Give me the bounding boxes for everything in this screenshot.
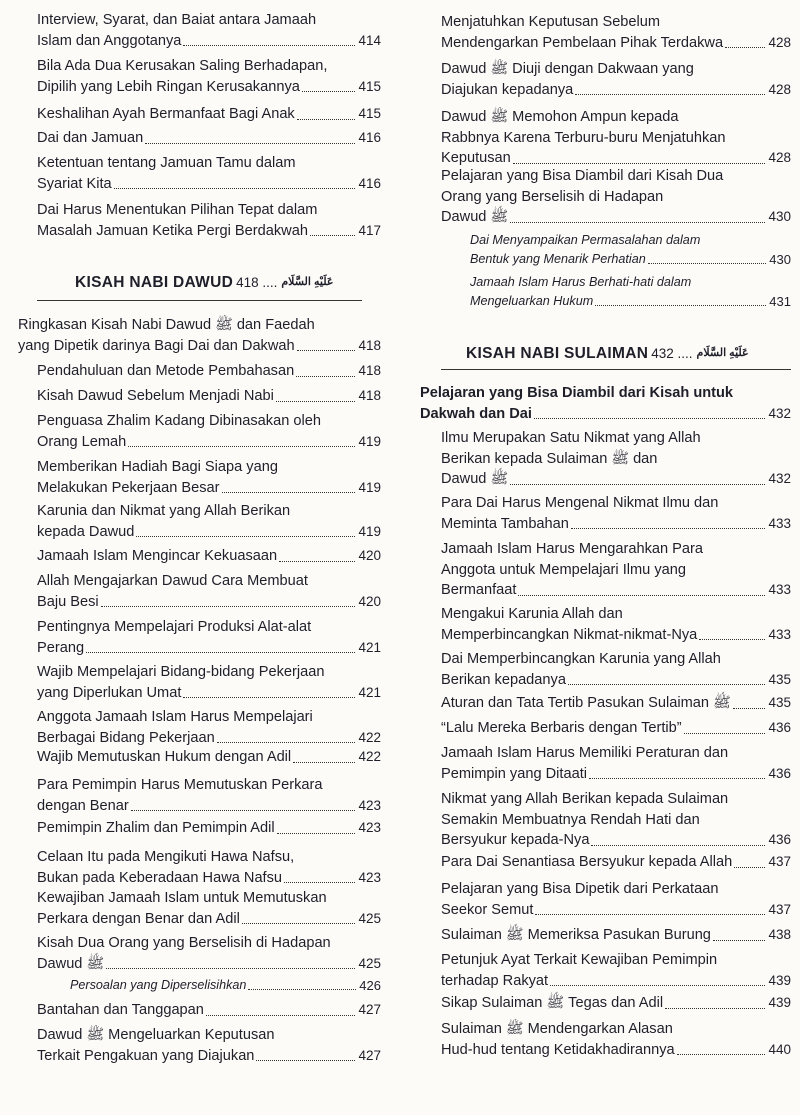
entry-line: Para Dai Harus Mengenal Nikmat Ilmu dan <box>441 495 719 511</box>
entry-line: Berikan kepadanya <box>441 671 566 688</box>
page-number: 423 <box>358 820 381 835</box>
entry-line: Wajib Mempelajari Bidang-bidang Pekerjaan <box>37 664 325 680</box>
entry-line: Diajukan kepadanya <box>441 81 574 98</box>
leader-dots <box>535 914 765 915</box>
honorific-glyph: عَلَيْهِ السَّلَام <box>696 347 749 359</box>
leader-dots <box>101 606 356 607</box>
toc-entry[interactable] <box>37 457 381 498</box>
entry-line: Bersyukur kepada-Nya <box>441 832 590 848</box>
entry-line: Orang yang Berselisih di Hadapan <box>441 188 664 205</box>
leader-dots <box>591 845 765 846</box>
leader-dots <box>713 940 766 941</box>
leader-dots <box>242 923 356 924</box>
section-rule <box>441 369 791 370</box>
toc-entry[interactable] <box>37 1000 381 1021</box>
entry-line: Berbagai Bidang Pekerjaan <box>37 729 215 746</box>
leader-dots <box>297 119 356 120</box>
entry-line: Kisah Dawud Sebelum Menjadi Nabi <box>37 388 274 404</box>
leader-dots <box>310 235 356 236</box>
toc-subentry[interactable] <box>470 273 791 311</box>
entry-line: Semakin Membuatnya Rendah Hati dan <box>441 811 700 828</box>
leader-dots <box>284 882 355 883</box>
entry-line: Rabbnya Karena Terburu-buru Menjatuhkan <box>441 129 726 146</box>
entry-line: Pelajaran yang Bisa Diambil dari Kisah untuk <box>420 385 734 401</box>
toc-entry[interactable] <box>441 879 791 920</box>
entry-line: Sulaiman ﷺ Memeriksa Pasukan Burung <box>441 927 711 943</box>
toc-entry[interactable] <box>37 104 381 125</box>
leader-dots <box>293 762 355 763</box>
section-heading-dawud <box>75 274 337 292</box>
entry-line: Allah Mengajarkan Dawud Cara Membuat <box>37 573 308 589</box>
toc-entry[interactable] <box>441 107 791 169</box>
entry-line: Menjatuhkan Keputusan Sebelum <box>441 14 661 30</box>
entry-line: Meminta Tambahan <box>441 515 569 532</box>
entry-line: Bentuk yang Menarik Perhatian <box>470 252 646 266</box>
toc-entry[interactable] <box>441 950 791 991</box>
leader-dots <box>589 778 765 779</box>
toc-entry[interactable] <box>441 166 791 228</box>
toc-entry[interactable] <box>37 847 381 888</box>
leader-dots <box>725 47 765 48</box>
toc-entry[interactable] <box>37 386 381 407</box>
leader-dots <box>699 639 765 640</box>
leader-dots <box>510 222 765 223</box>
leader-dots <box>136 536 355 537</box>
page-number: 425 <box>358 955 381 971</box>
toc-entry[interactable] <box>37 933 381 974</box>
entry-line: Mendengarkan Pembelaan Pihak Terdakwa <box>441 34 724 51</box>
entry-line: Bila Ada Dua Kerusakan Saling Berhadapan, <box>37 58 328 74</box>
section-page-number: .... 418 <box>236 275 278 290</box>
toc-entry[interactable] <box>441 993 791 1014</box>
page-number: 418 <box>358 388 381 403</box>
page-number: 436 <box>768 765 791 781</box>
entry-line: Pemimpin yang Ditaati <box>441 765 588 782</box>
leader-dots <box>222 492 356 493</box>
toc-entry[interactable] <box>37 56 381 97</box>
page-number: 419 <box>358 433 381 449</box>
entry-line: Ilmu Merupakan Satu Nikmat yang Allah <box>441 430 701 446</box>
leader-dots <box>145 143 355 144</box>
toc-entry[interactable] <box>37 501 381 542</box>
entry-line: Orang Lemah <box>37 433 127 450</box>
entry-line: Keshalihan Ayah Bermanfaat Bagi Anak <box>37 106 295 122</box>
toc-entry[interactable] <box>441 852 791 873</box>
page-number: 422 <box>358 749 381 764</box>
page-number: 427 <box>358 1047 381 1063</box>
page-number: 438 <box>768 927 791 942</box>
page-number: 428 <box>768 150 791 165</box>
entry-line: Hud-hud tentang Ketidakhadirannya <box>441 1041 675 1058</box>
page-number: 418 <box>358 363 381 378</box>
entry-line: Syariat Kita <box>37 175 112 192</box>
toc-entry[interactable] <box>37 571 381 612</box>
page-number: 439 <box>768 995 791 1010</box>
leader-dots <box>183 45 355 46</box>
leader-dots <box>534 418 766 419</box>
page-number: 432 <box>768 405 791 421</box>
entry-line: Bermanfaat <box>441 582 517 598</box>
page-number: 435 <box>768 695 791 710</box>
entry-line: Dawud ﷺ <box>441 209 509 225</box>
entry-line: Jamaah Islam Mengincar Kekuasaan <box>37 548 278 564</box>
entry-line: Mengakui Karunia Allah dan <box>441 606 623 622</box>
leader-dots <box>510 484 765 485</box>
entry-line: Ringkasan Kisah Nabi Dawud ﷺ dan Faedah <box>18 317 315 333</box>
entry-line: kepada Dawud <box>37 523 135 540</box>
leader-dots <box>733 708 766 709</box>
entry-line: Dawud ﷺ Diuji dengan Dakwaan yang <box>441 61 694 77</box>
leader-dots <box>217 742 356 743</box>
leader-dots <box>677 1054 766 1055</box>
entry-line: Dawud ﷺ Memohon Ampun kepada <box>441 109 679 125</box>
leader-dots <box>297 350 356 351</box>
toc-entry[interactable] <box>441 718 791 739</box>
entry-line: Baju Besi <box>37 593 99 610</box>
toc-entry[interactable] <box>37 128 381 149</box>
entry-line: Bantahan dan Tanggapan <box>37 1002 204 1018</box>
toc-entry[interactable] <box>420 383 791 424</box>
toc-entry[interactable] <box>18 315 381 356</box>
page-number: 421 <box>358 639 381 655</box>
toc-entry[interactable] <box>441 693 791 714</box>
entry-line: Dai dan Jamuan <box>37 130 144 146</box>
page-number: 418 <box>358 337 381 353</box>
entry-line: Dai Memperbincangkan Karunia yang Allah <box>441 651 721 667</box>
page-number: 420 <box>358 548 381 563</box>
entry-line: Melakukan Pekerjaan Besar <box>37 479 220 496</box>
page-number: 419 <box>358 523 381 539</box>
entry-line: Memberikan Hadiah Bagi Siapa yang <box>37 459 278 475</box>
leader-dots <box>665 1008 765 1009</box>
entry-line: Kisah Dua Orang yang Berselisih di Hadapan <box>37 935 331 951</box>
section-rule <box>37 300 362 301</box>
entry-line: Dawud ﷺ Mengeluarkan Keputusan <box>37 1027 275 1043</box>
page-number: 428 <box>768 81 791 97</box>
entry-line: Pelajaran yang Bisa Diambil dari Kisah Dua <box>441 168 724 184</box>
entry-line: “Lalu Mereka Berbaris dengan Tertib” <box>441 720 682 736</box>
toc-entry[interactable] <box>37 411 381 452</box>
entry-line: Wajib Memutuskan Hukum dengan Adil <box>37 749 292 765</box>
toc-entry[interactable] <box>37 361 381 382</box>
entry-line: Penguasa Zhalim Kadang Dibinasakan oleh <box>37 413 321 429</box>
honorific-glyph: عَلَيْهِ السَّلَام <box>281 276 334 288</box>
entry-line: Masalah Jamuan Ketika Pergi Berdakwah <box>37 222 308 239</box>
leader-dots <box>183 697 355 698</box>
page-number: 414 <box>358 32 381 48</box>
page-number: 431 <box>769 294 791 309</box>
leader-dots <box>106 968 355 969</box>
leader-dots <box>518 595 765 596</box>
entry-line: Celaan Itu pada Mengikuti Hawa Nafsu, <box>37 849 295 865</box>
entry-line: Perang <box>37 639 85 656</box>
section-heading-sulaiman <box>466 345 753 363</box>
entry-line: Kewajiban Jamaah Islam untuk Memutuskan <box>37 890 327 906</box>
page-number: 428 <box>768 34 791 50</box>
toc-entry[interactable] <box>441 649 791 690</box>
toc-entry[interactable] <box>441 493 791 534</box>
entry-line: yang Dipetik darinya Bagi Dai dan Dakwah <box>18 337 295 354</box>
page-number: 436 <box>768 832 791 847</box>
entry-line: Persoalan yang Diperselisihkan <box>70 978 247 992</box>
entry-line: Keputusan <box>441 150 511 166</box>
entry-line: Nikmat yang Allah Berikan kepada Sulaiman <box>441 791 729 807</box>
section-title: KISAH NABI DAWUD <box>75 274 234 291</box>
entry-line: Aturan dan Tata Tertib Pasukan Sulaiman ﷺ <box>441 695 731 711</box>
entry-line: Anggota Jamaah Islam Harus Mempelajari <box>37 709 313 725</box>
page-number: 432 <box>768 471 791 486</box>
page-number: 427 <box>358 1002 381 1017</box>
page-number: 430 <box>769 252 791 267</box>
page-number: 422 <box>358 729 381 745</box>
entry-line: Bukan pada Keberadaan Hawa Nafsu <box>37 869 283 886</box>
toc-entry[interactable] <box>37 747 381 768</box>
page-number: 421 <box>358 684 381 700</box>
page-number: 416 <box>358 130 381 145</box>
page-number: 417 <box>358 222 381 238</box>
toc-entry[interactable] <box>37 617 381 658</box>
page-number: 419 <box>358 479 381 495</box>
page-number: 433 <box>768 582 791 597</box>
leader-dots <box>595 305 766 306</box>
toc-entry[interactable] <box>37 775 381 816</box>
entry-line: Dai Harus Menentukan Pilihan Tepat dalam <box>37 202 318 218</box>
leader-dots <box>568 684 766 685</box>
toc-entry[interactable] <box>37 200 381 241</box>
toc-entry[interactable] <box>37 546 381 567</box>
leader-dots <box>206 1015 356 1016</box>
entry-line: Memperbincangkan Nikmat-nikmat-Nya <box>441 626 698 643</box>
entry-line: Anggota untuk Mempelajari Ilmu yang <box>441 561 686 578</box>
entry-line: Dai Menyampaikan Permasalahan dalam <box>470 233 701 247</box>
toc-entry[interactable] <box>37 153 381 194</box>
leader-dots <box>86 652 355 653</box>
entry-line: Berikan kepada Sulaiman ﷺ dan <box>441 450 658 467</box>
toc-subentry[interactable] <box>70 976 381 995</box>
entry-line: Pentingnya Mempelajari Produksi Alat-alat <box>37 619 312 635</box>
entry-line: Seekor Semut <box>441 901 534 918</box>
leader-dots <box>276 401 356 402</box>
toc-entry[interactable] <box>441 743 791 784</box>
page-number: 440 <box>768 1041 791 1057</box>
entry-line: Sikap Sulaiman ﷺ Tegas dan Adil <box>441 995 664 1011</box>
leader-dots <box>277 833 356 834</box>
page-number: 437 <box>768 901 791 917</box>
entry-line: Dipilih yang Lebih Ringan Kerusakannya <box>37 78 300 95</box>
page-number: 423 <box>358 869 381 885</box>
entry-line: Pelajaran yang Bisa Dipetik dari Perkataan <box>441 881 719 897</box>
page-number: 430 <box>768 209 791 224</box>
leader-dots <box>131 810 356 811</box>
entry-line: Petunjuk Ayat Terkait Kewajiban Pemimpin <box>441 952 718 968</box>
leader-dots <box>302 91 356 92</box>
entry-line: Dawud ﷺ <box>37 955 105 972</box>
toc-entry[interactable] <box>441 925 791 946</box>
leader-dots <box>128 446 355 447</box>
entry-line: Perkara dengan Benar dan Adil <box>37 910 240 927</box>
entry-line: Karunia dan Nikmat yang Allah Berikan <box>37 503 291 519</box>
toc-entry[interactable] <box>441 59 791 100</box>
page-number: 425 <box>358 910 381 926</box>
section-title: KISAH NABI SULAIMAN <box>466 345 649 362</box>
entry-line: Para Dai Senantiasa Bersyukur kepada Allah <box>441 854 733 870</box>
page-number: 415 <box>358 106 381 121</box>
page-number: 439 <box>768 972 791 988</box>
entry-line: Pendahuluan dan Metode Pembahasan <box>37 363 295 379</box>
leader-dots <box>114 188 356 189</box>
page-number: 436 <box>768 720 791 735</box>
entry-line: Terkait Pengakuan yang Diajukan <box>37 1047 255 1064</box>
page-number: 437 <box>768 854 791 869</box>
entry-line: terhadap Rakyat <box>441 972 549 989</box>
page-number: 433 <box>768 626 791 642</box>
leader-dots <box>256 1060 355 1061</box>
toc-entry[interactable] <box>441 789 791 851</box>
entry-line: Jamaah Islam Harus Mengarahkan Para <box>441 541 704 557</box>
entry-line: Pemimpin Zhalim dan Pemimpin Adil <box>37 820 275 836</box>
leader-dots <box>734 867 765 868</box>
leader-dots <box>513 163 766 164</box>
page-number: 435 <box>768 671 791 687</box>
toc-subentry[interactable] <box>470 231 791 269</box>
leader-dots <box>279 561 355 562</box>
toc-entry[interactable] <box>37 1025 381 1066</box>
entry-line: Sulaiman ﷺ Mendengarkan Alasan <box>441 1021 673 1037</box>
toc-entry[interactable] <box>441 1019 791 1060</box>
leader-dots <box>248 989 356 990</box>
page-number: 415 <box>358 78 381 94</box>
leader-dots <box>575 94 765 95</box>
toc-entry[interactable] <box>37 10 381 51</box>
entry-line: Jamaah Islam Harus Memiliki Peraturan dan <box>441 745 729 761</box>
entry-line: Interview, Syarat, dan Baiat antara Jamaah <box>37 12 317 28</box>
leader-dots <box>648 263 767 264</box>
page-number: 416 <box>358 175 381 191</box>
toc-entry[interactable] <box>441 12 791 53</box>
section-page-number: .... 432 <box>651 346 693 361</box>
leader-dots <box>571 528 766 529</box>
entry-line: dengan Benar <box>37 797 129 814</box>
leader-dots <box>684 733 766 734</box>
toc-entry[interactable] <box>37 707 381 748</box>
entry-line: yang Diperlukan Umat <box>37 684 182 701</box>
entry-line: Dawud ﷺ <box>441 471 509 487</box>
page-number: 426 <box>359 978 381 993</box>
entry-line: Dakwah dan Dai <box>420 405 532 422</box>
entry-line: Islam dan Anggotanya <box>37 32 182 49</box>
leader-dots <box>296 376 355 377</box>
entry-line: Ketentuan tentang Jamuan Tamu dalam <box>37 155 296 171</box>
page-number: 423 <box>358 797 381 813</box>
page-number: 420 <box>358 593 381 609</box>
page-number: 433 <box>768 515 791 531</box>
entry-line: Para Pemimpin Harus Memutuskan Perkara <box>37 777 323 793</box>
toc-entry[interactable] <box>37 662 381 703</box>
entry-line: Mengeluarkan Hukum <box>470 294 594 308</box>
toc-entry[interactable] <box>441 604 791 645</box>
toc-entry[interactable] <box>441 428 791 490</box>
toc-entry[interactable] <box>37 888 381 929</box>
toc-entry[interactable] <box>441 539 791 601</box>
entry-line: Jamaah Islam Harus Berhati-hati dalam <box>470 275 692 289</box>
toc-entry[interactable] <box>37 818 381 839</box>
leader-dots <box>550 985 765 986</box>
